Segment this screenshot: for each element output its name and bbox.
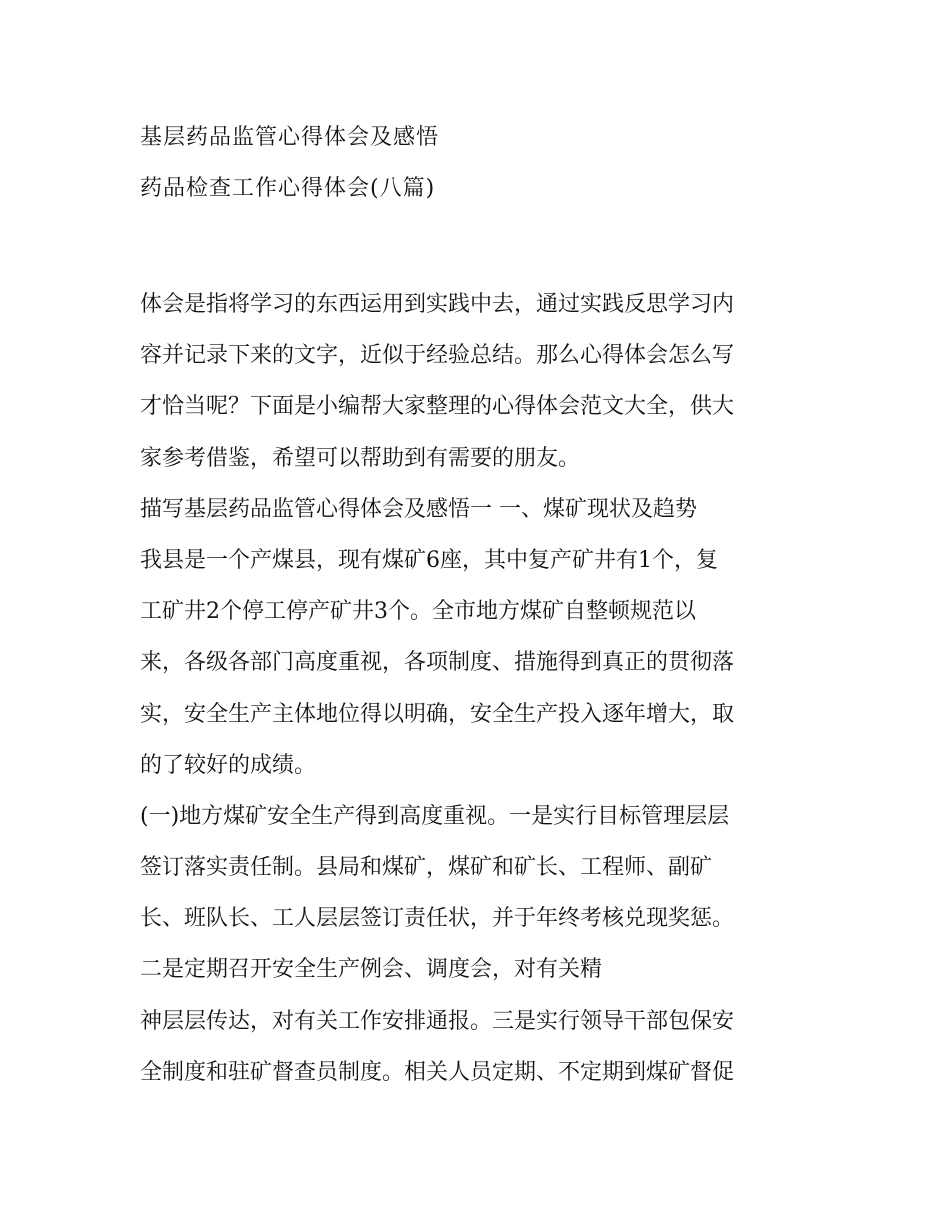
body-line: 神层层传达，对有关工作安排通报。三是实行领导干部包保安 [140,1008,735,1034]
body-line: 工矿井2个停工停产矿井3个。全市地方煤矿自整顿规范以 [140,599,696,625]
body-line: 体会是指将学习的东西运用到实践中去，通过实践反思学习内 [140,292,735,317]
body-line: 容并记录下来的文字，近似于经验总结。那么心得体会怎么写 [140,343,735,369]
body-line: 来，各级各部门高度重视，各项制度、措施得到真正的贯彻落 [140,650,735,676]
body-line: 描写基层药品监管心得体会及感悟一 一、煤矿现状及趋势 [140,496,697,522]
document-title [140,112,820,214]
body-line: 才恰当呢？下面是小编帮大家整理的心得体会范文大全，供大 [140,394,735,420]
body-line: 我县是一个产煤县，现有煤矿6座，其中复产矿井有1个，复 [140,547,718,573]
body-line: 实，安全生产主体地位得以明确，安全生产投入逐年增大，取 [140,701,735,727]
body-line: 长、班队长、工人层层签订责任状，并于年终考核兑现奖惩。 [140,906,735,932]
title-line-1: 基层药品监管心得体会及感悟 [140,125,440,150]
body-line: 的了较好的成绩。 [140,752,317,778]
title-line-2: 药品检查工作心得体会(八篇) [140,176,436,202]
body-line: 二是定期召开安全生产例会、调度会，对有关精 [140,957,603,983]
body-line: 全制度和驻矿督查员制度。相关人员定期、不定期到煤矿督促 [140,1059,735,1085]
document-body [140,279,820,1098]
body-line: 签订落实责任制。县局和煤矿，煤矿和矿长、工程师、副矿 [140,855,713,881]
body-line: 家参考借鉴，希望可以帮助到有需要的朋友。 [140,445,581,471]
body-line: (一)地方煤矿安全生产得到高度重视。一是实行目标管理层层 [140,803,730,829]
